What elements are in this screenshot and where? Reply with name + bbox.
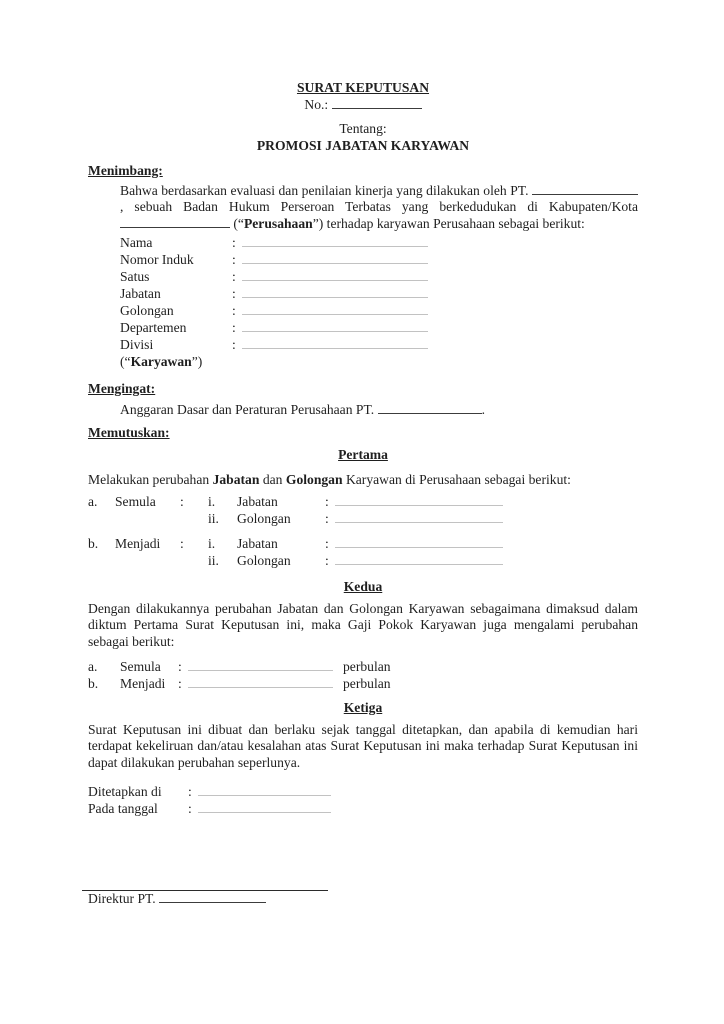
roman-num: ii. xyxy=(208,553,219,568)
field-row-departemen xyxy=(120,320,638,337)
mengingat-line xyxy=(120,402,638,419)
blank-satus xyxy=(242,280,428,281)
colon: : xyxy=(232,235,236,250)
blank-jabatan-semula xyxy=(335,505,503,506)
menjadi-block xyxy=(88,536,638,570)
perusahaan-term: Perusahaan xyxy=(243,215,313,231)
menjadi-label: Menjadi xyxy=(115,536,161,551)
pertama-heading: Pertama xyxy=(338,447,388,462)
field-label: Jabatan xyxy=(120,286,161,301)
blank-nomor-induk xyxy=(242,263,428,264)
colon: : xyxy=(178,659,182,674)
semula-label: Semula xyxy=(115,494,156,509)
colon: : xyxy=(232,303,236,318)
field-label: Golongan xyxy=(120,303,174,318)
karyawan-close: ”) xyxy=(191,354,203,369)
blank-golongan-menjadi xyxy=(335,564,503,565)
karyawan-open: (“ xyxy=(120,354,131,369)
employee-fields xyxy=(88,235,638,371)
director-line xyxy=(88,891,638,908)
list-letter: a. xyxy=(88,494,98,509)
memutuskan-heading: Memutuskan: xyxy=(88,424,170,440)
colon: : xyxy=(180,494,184,509)
jabatan-term: Jabatan xyxy=(212,471,260,487)
blank-departemen xyxy=(242,331,428,332)
colon: : xyxy=(178,676,182,691)
pertama-intro-a: Melakukan perubahan xyxy=(88,471,210,487)
colon: : xyxy=(325,553,329,568)
karyawan-term: Karyawan xyxy=(130,354,192,369)
list-letter: b. xyxy=(88,676,99,691)
pada-tanggal-row xyxy=(88,801,638,818)
blank-pada-tanggal xyxy=(198,812,331,813)
director-label: Direktur PT. xyxy=(88,891,156,906)
colon: : xyxy=(232,286,236,301)
roman-num: i. xyxy=(208,494,216,509)
colon: : xyxy=(188,801,192,816)
field-label: Divisi xyxy=(120,337,154,352)
mengingat-period: . xyxy=(481,402,485,417)
field-row-jabatan xyxy=(120,286,638,303)
jabatan-label: Jabatan xyxy=(237,494,278,509)
menimbang-paragraph xyxy=(120,183,638,233)
field-row-nama xyxy=(120,235,638,252)
menimbang-heading: Menimbang: xyxy=(88,163,163,178)
colon: : xyxy=(232,337,236,352)
closing-rows xyxy=(88,784,638,818)
pertama-intro-mid: dan xyxy=(262,471,283,487)
roman-num: ii. xyxy=(208,511,219,526)
menjadi-jabatan-row xyxy=(88,536,638,553)
field-label: Satus xyxy=(120,269,150,284)
pertama-intro-b: Karyawan di Perusahaan sebagai berikut: xyxy=(345,471,571,487)
field-row-golongan xyxy=(120,303,638,320)
ketiga-paragraph: Surat Keputusan ini dibuat dan berlaku sejak tanggal ditetapkan, dan apabila di kemudian hari terdapat kekeliruan dan/atau kesalahan atas Surat Keputusan ini maka terhadap Surat Keputusan ini dapat dilakukan perubahan seperlunya. xyxy=(88,721,638,770)
ketiga-heading: Ketiga xyxy=(343,700,383,715)
document-subject: PROMOSI JABATAN KARYAWAN xyxy=(256,137,470,153)
mengingat-heading: Mengingat: xyxy=(88,380,156,396)
salary-semula-row xyxy=(88,659,638,676)
roman-num: i. xyxy=(208,536,216,551)
pada-tanggal-label: Pada tanggal xyxy=(88,801,158,816)
blank-director-company xyxy=(159,892,266,903)
golongan-label: Golongan xyxy=(237,511,291,526)
semula-label: Semula xyxy=(120,659,161,674)
salary-menjadi-row xyxy=(88,676,638,693)
karyawan-note xyxy=(120,354,638,371)
menimbang-text-c: ”) terhadap karyawan Perusahaan sebagai berikut: xyxy=(312,215,585,231)
menjadi-golongan-row xyxy=(88,553,638,570)
blank-golongan-semula xyxy=(335,522,503,523)
kedua-heading: Kedua xyxy=(343,579,383,594)
mengingat-text: Anggaran Dasar dan Peraturan Perusahaan PT. xyxy=(120,402,375,417)
colon: : xyxy=(325,511,329,526)
blank-company-name xyxy=(532,184,638,195)
golongan-label: Golongan xyxy=(237,553,291,568)
blank-jabatan-menjadi xyxy=(335,547,503,548)
field-label: Nomor Induk xyxy=(120,252,194,267)
blank-gaji-menjadi xyxy=(188,687,333,688)
semula-golongan-row xyxy=(88,511,638,528)
blank-divisi xyxy=(242,348,428,349)
blank-ditetapkan-di xyxy=(198,795,331,796)
salary-rows xyxy=(88,659,638,693)
semula-block xyxy=(88,494,638,528)
menimbang-text-b: , sebuah Badan Hukum Perseroan Terbatas yang berkedudukan di Kabupaten/Kota xyxy=(120,199,638,214)
colon: : xyxy=(232,320,236,335)
kedua-paragraph: Dengan dilakukannya perubahan Jabatan dan Golongan Karyawan sebagaimana dimaksud dalam diktum Pertama Surat Keputusan ini, maka Gaji Pokok Karyawan juga mengalami perubahan sebagai berikut: xyxy=(88,600,638,649)
number-label: No.: xyxy=(304,96,329,112)
document-number-line xyxy=(88,97,638,114)
tentang-label: Tentang: xyxy=(339,121,387,136)
field-row-satus xyxy=(120,269,638,286)
colon: : xyxy=(180,536,184,551)
perbulan-label: perbulan xyxy=(343,676,391,691)
blank-company-name-mengingat xyxy=(378,403,482,414)
field-label: Departemen xyxy=(120,320,187,335)
ditetapkan-row xyxy=(88,784,638,801)
colon: : xyxy=(325,494,329,509)
blank-nama xyxy=(242,246,428,247)
signature-block xyxy=(88,890,638,908)
colon: : xyxy=(325,536,329,551)
field-row-nomor-induk xyxy=(120,252,638,269)
golongan-term: Golongan xyxy=(285,471,343,487)
blank-city-name xyxy=(120,217,230,228)
colon: : xyxy=(232,269,236,284)
document-title: SURAT KEPUTUSAN xyxy=(296,80,430,95)
blank-jabatan xyxy=(242,297,428,298)
semula-jabatan-row xyxy=(88,494,638,511)
list-letter: a. xyxy=(88,659,98,674)
jabatan-label: Jabatan xyxy=(237,536,278,551)
pertama-intro xyxy=(88,472,638,489)
menimbang-text-a: Bahwa berdasarkan evaluasi dan penilaian kinerja yang dilakukan oleh PT. xyxy=(120,182,529,198)
field-row-divisi xyxy=(120,337,638,354)
blank-document-number xyxy=(332,98,422,109)
perusahaan-open: (“ xyxy=(233,215,244,231)
ditetapkan-label: Ditetapkan di xyxy=(88,784,162,799)
colon: : xyxy=(232,252,236,267)
blank-golongan xyxy=(242,314,428,315)
colon: : xyxy=(188,784,192,799)
menjadi-label: Menjadi xyxy=(120,676,166,691)
perbulan-label: perbulan xyxy=(343,659,391,674)
field-label: Nama xyxy=(120,235,153,250)
list-letter: b. xyxy=(88,536,99,551)
blank-gaji-semula xyxy=(188,670,333,671)
